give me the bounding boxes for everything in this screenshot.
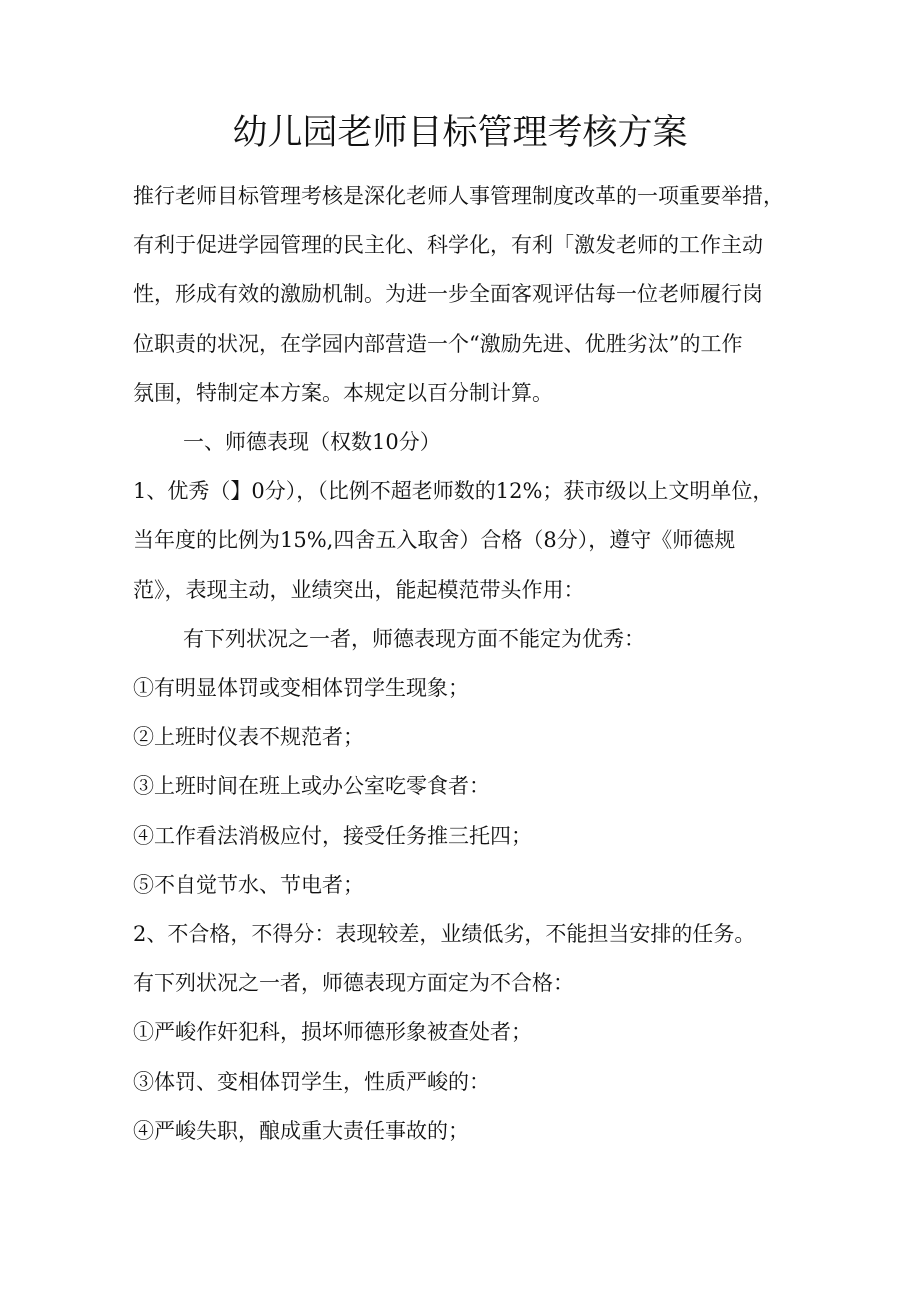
not-excellent-heading: 有下列状况之一者，师德表现方面不能定为优秀： [183,626,645,651]
document-body [133,172,813,1156]
item-2-line: 2、不合格，不得分：表现较差，业绩低劣，不能担当安排的任务。 [133,922,756,947]
item-1-line: 范》，表现主动，业绩突出，能起模范带头作用： [133,577,585,602]
list-item: ②上班时仪表不规范者； [133,725,364,750]
intro-line: 位职责的状况，在学园内部营造一个“激励先进、优胜劣汰”的工作 [133,331,743,356]
list-item: ④工作看法消极应付，接受任务推三托四； [133,823,532,848]
item-1-line: 当年度的比例为15%,四舍五入取舍）合格（8分），遵守《师德规 [133,528,736,553]
fail-heading: 有下列状况之一者，师德表现方面定为不合格： [133,971,574,996]
intro-line: 有利于促进学园管理的民主化、科学化，有利「激发老师的工作主动 [133,233,763,258]
list-item: ①有明显体罚或变相体罚学生现象； [133,676,469,701]
intro-line: 性，形成有效的激励机制。为进一步全面客观评估每一位老师履行岗 [133,282,763,307]
list-item: ④严峻失职，酿成重大责任事故的； [133,1118,469,1143]
item-1-line: 1、优秀（】0分），（比例不超老师数的12%；获市级以上文明单位， [133,479,774,504]
list-item: ①严峻作奸犯科，损坏师德形象被查处者； [133,1020,532,1045]
document-title: 幼儿园老师目标管理考核方案 [232,113,688,153]
section-heading: 一、师德表现（权数10分） [183,430,441,455]
list-item: ⑤不自觉节水、节电者； [133,872,364,897]
intro-line: 推行老师目标管理考核是深化老师人事管理制度改革的一项重要举措， [133,184,784,208]
list-item: ③体罚、变相体罚学生，性质严峻的： [133,1069,490,1094]
intro-line: 氛围，特制定本方案。本规定以百分制计算。 [133,380,553,405]
list-item: ③上班时间在班上或办公室吃零食者： [133,774,490,799]
